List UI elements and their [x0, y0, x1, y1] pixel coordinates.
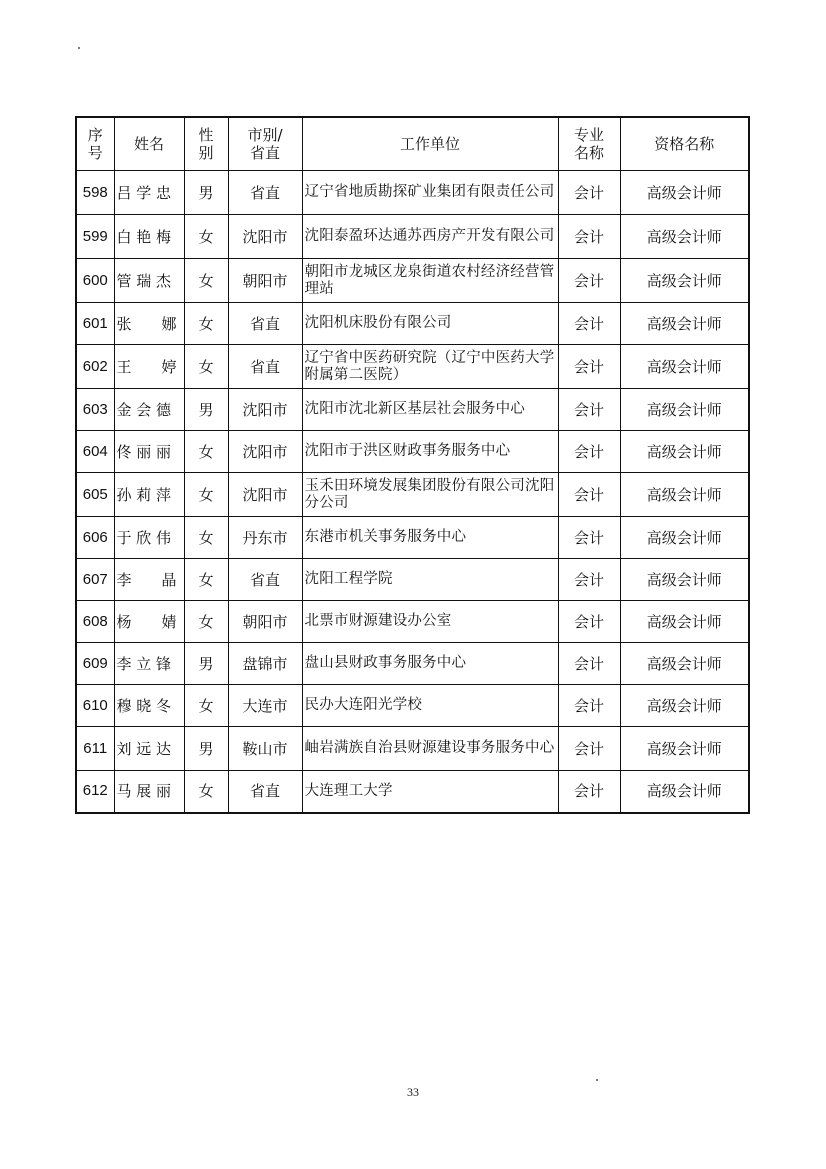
- table-row: [76, 345, 749, 389]
- cell-qualification: 高级会计师: [620, 559, 749, 601]
- cell-city: 省直: [228, 171, 302, 215]
- cell-major: 会计: [558, 473, 620, 517]
- cell-city: 沈阳市: [228, 389, 302, 431]
- cell-gender: 男: [184, 389, 228, 431]
- cell-qualification: 高级会计师: [620, 601, 749, 643]
- cell-work-unit: 辽宁省中医药研究院（辽宁中医药大学附属第二医院）: [302, 345, 558, 389]
- cell-gender: 女: [184, 259, 228, 303]
- cell-work-unit: 沈阳工程学院: [302, 559, 558, 601]
- cell-work-unit: 北票市财源建设办公室: [302, 601, 558, 643]
- cell-name: 于 欣 伟: [114, 517, 184, 559]
- cell-gender: 女: [184, 345, 228, 389]
- cell-gender: 女: [184, 559, 228, 601]
- cell-gender: 女: [184, 601, 228, 643]
- header-major: 专业 名称: [558, 117, 620, 171]
- table-row: [76, 259, 749, 303]
- cell-qualification: 高级会计师: [620, 389, 749, 431]
- cell-serial-number: 608: [76, 601, 114, 643]
- header-gender: 性 别: [184, 117, 228, 171]
- cell-qualification: 高级会计师: [620, 685, 749, 727]
- cell-serial-number: 605: [76, 473, 114, 517]
- cell-city: 沈阳市: [228, 215, 302, 259]
- cell-name: 佟 丽 丽: [114, 431, 184, 473]
- table-row: [76, 517, 749, 559]
- cell-work-unit: 沈阳泰盈环达通苏西房产开发有限公司: [302, 215, 558, 259]
- cell-qualification: 高级会计师: [620, 171, 749, 215]
- cell-name: 管 瑞 杰: [114, 259, 184, 303]
- cell-city: 省直: [228, 303, 302, 345]
- table-body: [76, 171, 749, 813]
- cell-name: 杨 婧: [114, 601, 184, 643]
- cell-major: 会计: [558, 685, 620, 727]
- header-work-unit: 工作单位: [302, 117, 558, 171]
- table-row: [76, 473, 749, 517]
- table-row: [76, 643, 749, 685]
- cell-serial-number: 601: [76, 303, 114, 345]
- cell-work-unit: 大连理工大学: [302, 771, 558, 813]
- header-name: 姓名: [114, 117, 184, 171]
- cell-gender: 男: [184, 171, 228, 215]
- cell-city: 丹东市: [228, 517, 302, 559]
- cell-work-unit: 沈阳市沈北新区基层社会服务中心: [302, 389, 558, 431]
- table-row: [76, 215, 749, 259]
- cell-major: 会计: [558, 601, 620, 643]
- scan-speck: [596, 1079, 598, 1081]
- cell-major: 会计: [558, 215, 620, 259]
- header-serial-number: 序 号: [76, 117, 114, 171]
- page-number: 33: [407, 1085, 419, 1099]
- cell-work-unit: 东港市机关事务服务中心: [302, 517, 558, 559]
- cell-major: 会计: [558, 517, 620, 559]
- cell-work-unit: 沈阳市于洪区财政事务服务中心: [302, 431, 558, 473]
- cell-gender: 女: [184, 303, 228, 345]
- cell-major: 会计: [558, 303, 620, 345]
- cell-serial-number: 612: [76, 771, 114, 813]
- cell-work-unit: 盘山县财政事务服务中心: [302, 643, 558, 685]
- cell-gender: 男: [184, 727, 228, 771]
- cell-qualification: 高级会计师: [620, 345, 749, 389]
- cell-qualification: 高级会计师: [620, 259, 749, 303]
- cell-gender: 女: [184, 473, 228, 517]
- cell-gender: 男: [184, 643, 228, 685]
- cell-major: 会计: [558, 431, 620, 473]
- cell-serial-number: 603: [76, 389, 114, 431]
- cell-major: 会计: [558, 771, 620, 813]
- cell-qualification: 高级会计师: [620, 473, 749, 517]
- cell-name: 张 娜: [114, 303, 184, 345]
- cell-name: 刘 远 达: [114, 727, 184, 771]
- table-row: [76, 559, 749, 601]
- cell-major: 会计: [558, 259, 620, 303]
- cell-name: 白 艳 梅: [114, 215, 184, 259]
- cell-serial-number: 604: [76, 431, 114, 473]
- cell-city: 大连市: [228, 685, 302, 727]
- cell-serial-number: 602: [76, 345, 114, 389]
- cell-name: 吕 学 忠: [114, 171, 184, 215]
- cell-serial-number: 611: [76, 727, 114, 771]
- header-qualification: 资格名称: [620, 117, 749, 171]
- cell-gender: 女: [184, 431, 228, 473]
- cell-city: 朝阳市: [228, 601, 302, 643]
- cell-name: 穆 晓 冬: [114, 685, 184, 727]
- cell-name: 李 晶: [114, 559, 184, 601]
- cell-city: 省直: [228, 559, 302, 601]
- cell-gender: 女: [184, 771, 228, 813]
- cell-serial-number: 609: [76, 643, 114, 685]
- cell-name: 李 立 锋: [114, 643, 184, 685]
- cell-name: 马 展 丽: [114, 771, 184, 813]
- cell-work-unit: 民办大连阳光学校: [302, 685, 558, 727]
- cell-city: 朝阳市: [228, 259, 302, 303]
- table-row: [76, 431, 749, 473]
- cell-qualification: 高级会计师: [620, 215, 749, 259]
- cell-city: 省直: [228, 345, 302, 389]
- cell-serial-number: 598: [76, 171, 114, 215]
- cell-city: 沈阳市: [228, 473, 302, 517]
- cell-major: 会计: [558, 171, 620, 215]
- cell-name: 孙 莉 萍: [114, 473, 184, 517]
- cell-city: 鞍山市: [228, 727, 302, 771]
- table-row: [76, 771, 749, 813]
- cell-city: 沈阳市: [228, 431, 302, 473]
- table-row: [76, 685, 749, 727]
- header-row: [76, 117, 749, 171]
- cell-work-unit: 朝阳市龙城区龙泉街道农村经济经营管理站: [302, 259, 558, 303]
- cell-qualification: 高级会计师: [620, 771, 749, 813]
- cell-major: 会计: [558, 345, 620, 389]
- cell-serial-number: 606: [76, 517, 114, 559]
- header-city: 市别/ 省直: [228, 117, 302, 171]
- cell-serial-number: 610: [76, 685, 114, 727]
- cell-city: 盘锦市: [228, 643, 302, 685]
- cell-work-unit: 岫岩满族自治县财源建设事务服务中心: [302, 727, 558, 771]
- table-row: [76, 171, 749, 215]
- cell-gender: 女: [184, 517, 228, 559]
- cell-serial-number: 600: [76, 259, 114, 303]
- cell-gender: 女: [184, 685, 228, 727]
- table-header: [76, 117, 749, 171]
- cell-qualification: 高级会计师: [620, 303, 749, 345]
- cell-work-unit: 沈阳机床股份有限公司: [302, 303, 558, 345]
- cell-work-unit: 辽宁省地质勘探矿业集团有限责任公司: [302, 171, 558, 215]
- qualification-table: [75, 116, 750, 814]
- table-row: [76, 727, 749, 771]
- cell-qualification: 高级会计师: [620, 727, 749, 771]
- table-row: [76, 303, 749, 345]
- cell-major: 会计: [558, 727, 620, 771]
- cell-work-unit: 玉禾田环境发展集团股份有限公司沈阳分公司: [302, 473, 558, 517]
- cell-city: 省直: [228, 771, 302, 813]
- cell-gender: 女: [184, 215, 228, 259]
- cell-major: 会计: [558, 559, 620, 601]
- table-row: [76, 601, 749, 643]
- cell-name: 王 婷: [114, 345, 184, 389]
- cell-serial-number: 607: [76, 559, 114, 601]
- table-row: [76, 389, 749, 431]
- scan-speck: [78, 47, 80, 49]
- cell-serial-number: 599: [76, 215, 114, 259]
- cell-name: 金 会 德: [114, 389, 184, 431]
- cell-major: 会计: [558, 643, 620, 685]
- cell-major: 会计: [558, 389, 620, 431]
- cell-qualification: 高级会计师: [620, 517, 749, 559]
- cell-qualification: 高级会计师: [620, 643, 749, 685]
- cell-qualification: 高级会计师: [620, 431, 749, 473]
